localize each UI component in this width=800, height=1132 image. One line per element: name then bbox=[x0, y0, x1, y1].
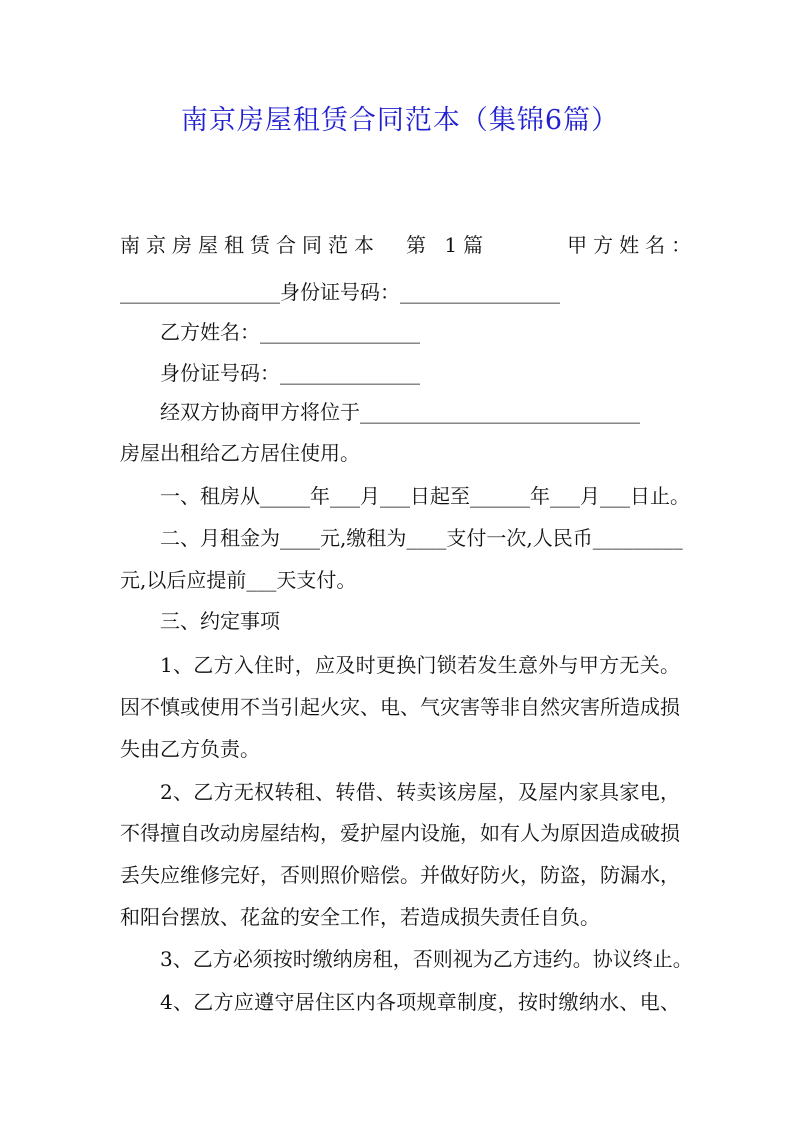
party-a-id-line: ________________身份证号码：________________ bbox=[120, 280, 560, 304]
party-b-name-line: 乙方姓名：________________ bbox=[160, 320, 420, 344]
document-title: 南京房屋租赁合同范本（集锦6篇） bbox=[180, 105, 620, 136]
item-1-line: 1、乙方入住时，应及时更换门锁若发生意外与甲方无关。 bbox=[160, 653, 680, 677]
item-1-line: 失由乙方负责。 bbox=[120, 737, 260, 761]
item-2-line: 和阳台摆放、花盆的安全工作，若造成损失责任自负。 bbox=[120, 905, 600, 929]
item-2-line: 不得擅自改动房屋结构，爱护屋内设施，如有人为原因造成破损 bbox=[120, 821, 680, 845]
clause-2-line: 二、月租金为____元,缴租为____支付一次,人民币_________ bbox=[160, 526, 683, 550]
paragraph-line: 房屋出租给乙方居住使用。 bbox=[120, 441, 360, 465]
clause-3-heading: 三、约定事项 bbox=[160, 609, 280, 633]
contract-heading-line: 南京房屋租赁合同范本 第 1篇 甲方姓名： bbox=[120, 233, 698, 257]
item-1-line: 因不慎或使用不当引起火灾、电、气灾害等非自然灾害所造成损 bbox=[120, 695, 680, 719]
paragraph-line: 经双方协商甲方将位于____________________________ bbox=[160, 400, 640, 424]
item-2-line: 丢失应维修完好，否则照价赔偿。并做好防火，防盗，防漏水， bbox=[120, 863, 680, 887]
item-3-line: 3、乙方必须按时缴纳房租，否则视为乙方违约。协议终止。 bbox=[160, 947, 693, 971]
clause-2-line: 元,以后应提前___天支付。 bbox=[120, 568, 357, 592]
item-4-line: 4、乙方应遵守居住区内各项规章制度，按时缴纳水、电、 bbox=[160, 990, 680, 1014]
clause-1-line: 一、租房从_____年___月___日起至______年___月___日止。 bbox=[160, 484, 690, 508]
item-2-line: 2、乙方无权转租、转借、转卖该房屋，及屋内家具家电， bbox=[160, 780, 680, 804]
party-b-id-line: 身份证号码：______________ bbox=[160, 361, 420, 385]
